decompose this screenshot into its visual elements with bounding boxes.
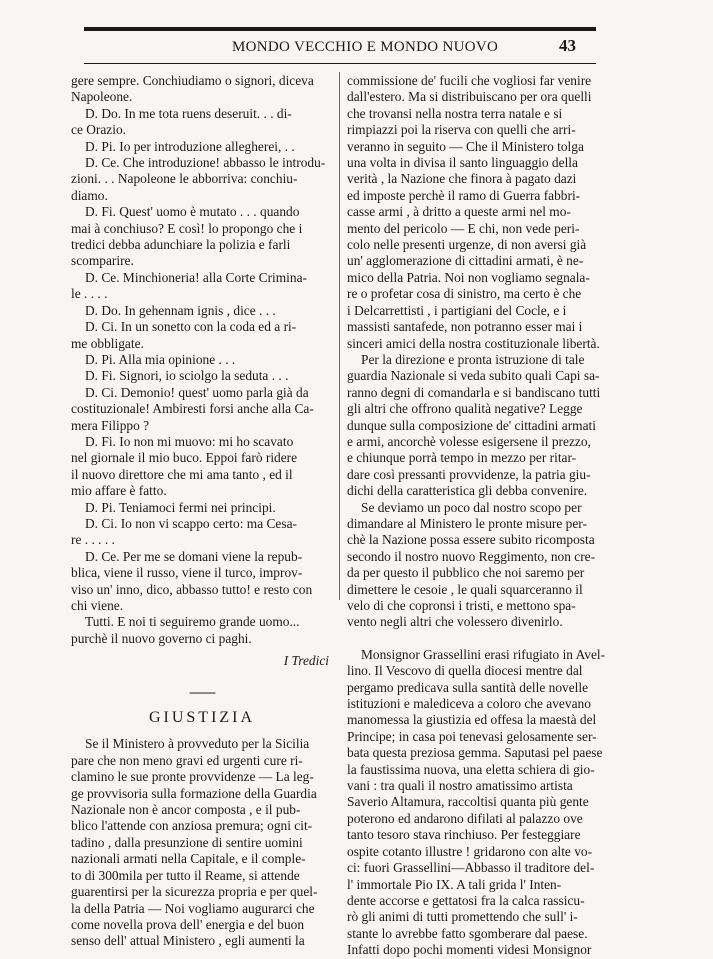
text-line: ge provvisoria sulla formazione della Guardia xyxy=(71,785,317,801)
text-line: Napoleone. xyxy=(71,89,133,105)
dialogue-line: nel giornale il mio buco. Eppoi farò ridere xyxy=(71,450,298,466)
text-line: i Delcarrettisti , i partigiani del Cocle, e i xyxy=(347,302,567,318)
text-line: e chiunque porrà tempo in mezzo per ritar- xyxy=(347,450,577,466)
right-column xyxy=(347,73,609,959)
text-line: gere sempre. Conchiudiamo o signori, diceva xyxy=(71,73,314,88)
left-column xyxy=(71,73,333,950)
dialogue-line: le . . . . xyxy=(71,286,108,302)
text-line: Nazionale non è ancor composta , e il pub- xyxy=(71,802,301,818)
dialogue-line: D. Fi. Signori, io sciolgo la seduta . . . xyxy=(85,368,289,384)
dialogue-line: Tutti. E noi ti seguiremo grande uomo... xyxy=(85,614,300,630)
paragraph-guard xyxy=(347,352,609,500)
text-line: to di 300mila per tutto il Reame, si attende xyxy=(71,867,300,883)
text-line: tadino , dalla presunzione di sentire uomini xyxy=(71,834,303,850)
text-line: dimettere le cesoie , le quali squarceranno il xyxy=(347,581,583,597)
article-justice xyxy=(71,736,333,949)
section-separator: —— xyxy=(189,683,215,699)
dialogue-line: mio affare è fatto. xyxy=(71,483,167,499)
text-line: l' immortale Pio IX. A tali grida l' Inten- xyxy=(347,876,562,892)
text-line: senso dell' attual Ministero , egli aumenti la xyxy=(71,933,305,949)
dialogue-block xyxy=(71,106,333,647)
paragraph-grassellini xyxy=(347,647,609,959)
dialogue-line: zioni. . . Napoleone le abborriva: conchiu- xyxy=(71,171,298,187)
dialogue-line: diamo. xyxy=(71,187,108,203)
text-line: chè la Nazione possa essere subito ricomposta xyxy=(347,532,595,548)
text-line: sinceri amici della nostra costituzionale libertà. xyxy=(347,335,600,351)
dialogue-line: D. Ci. Io non vi scappo certo: ma Cesa- xyxy=(85,515,297,531)
text-line: dunque sulla composizione de' cittadini armati xyxy=(347,417,596,433)
dialogue-line: purchè il nuovo governo ci paghi. xyxy=(71,630,252,646)
dialogue-line: D. Pi. Alla mia opinione . . . xyxy=(85,351,236,367)
page-number: 43 xyxy=(559,36,576,55)
text-line: massisti santafede, non potranno esser mai i xyxy=(347,319,583,335)
paragraph-ministry xyxy=(347,500,609,631)
text-line: istituzioni e malediceva a coloro che avevano xyxy=(347,696,591,712)
dialogue-line: viso un' inno, dico, abbasso tutto! e resto con xyxy=(71,581,313,597)
text-line: commissione de' fucili che vogliosi far venire xyxy=(347,73,592,88)
paragraph-rifles xyxy=(347,73,609,352)
text-line: guarentirsi per la sicurezza propria e per quel- xyxy=(71,884,318,900)
dialogue-line: D. Ce. Per me se domani viene la repub- xyxy=(85,548,303,564)
dialogue-line: mai à conchiuso? E così! lo propongo che i xyxy=(71,220,303,236)
text-line: velo di che copronsi i tristi, e mettono spa- xyxy=(347,598,576,613)
column-divider xyxy=(339,72,340,600)
text-line: ci: fuori Grassellini—Abbasso il traditore del- xyxy=(347,860,595,876)
dialogue-line: D. Ce. Che introduzione! abbasso le introdu- xyxy=(85,155,326,171)
dialogue-line: D. Fi. Quest' uomo è mutato . . . quando xyxy=(85,204,300,220)
text-line: Infatti dopo pochi momenti videsi Monsignor xyxy=(347,942,592,958)
dialogue-line: costituzionale! Ambiresti forsi anche alla Ca- xyxy=(71,401,314,417)
signature: I Tredici xyxy=(283,653,329,669)
text-line: ed imposte perchè il ramo di Guerra fabbri- xyxy=(347,187,581,203)
dialogue-line: re . . . . . xyxy=(71,532,115,548)
text-line: veranno in seguito — Che il Ministero tolga xyxy=(347,138,584,154)
dialogue-line: D. Fi. Io non mi muovo: mi ho scavato xyxy=(85,433,294,449)
text-line: dimandare al Ministero le pronte misure per- xyxy=(347,515,587,531)
dialogue-line: me obbligate. xyxy=(71,335,144,351)
text-line: rimpiazzi poi la riserva con quelli che arri- xyxy=(347,122,576,138)
text-line: dare così pressanti provvidenze, la patria giu- xyxy=(347,466,591,482)
dialogue-line: blica, viene il russo, viene il turco, improv- xyxy=(71,565,303,581)
text-line: mico della Patria. Noi non vogliamo segnala- xyxy=(347,269,590,285)
text-line: dente accorse e gettatosi fra la calca rassicu- xyxy=(347,892,585,908)
dialogue-line: tredici debba adunchiare la polizia e farli xyxy=(71,237,291,253)
text-line: casse armi , à dritto a queste armi nel mo- xyxy=(347,204,571,220)
text-line: Principe; in casa poi tenevasi gelosamente ser- xyxy=(347,728,597,744)
dialogue-line: chi viene. xyxy=(71,598,124,613)
dialogue-line: ce Orazio. xyxy=(71,122,127,138)
text-line: manomessa la giustizia ed offesa la maestà del xyxy=(347,712,597,728)
dialogue-line: D. Pi. Teniamoci fermi nei principi. xyxy=(85,499,276,515)
text-line: colo nelle presenti urgenze, di non aversi già xyxy=(347,237,587,253)
text-line: ospite cotanto illustre ! gridarono con alte vo- xyxy=(347,843,593,859)
dialogue-line: D. Pi. Io per introduzione allegherei, . . xyxy=(85,138,295,154)
text-line: lino. Il Vescovo di quella diocesi mentre dal xyxy=(347,663,583,679)
text-line: nazionali armati nella Capitale, e il comple- xyxy=(71,851,306,867)
text-line: re o profetar cosa di sinistro, ma certo è che xyxy=(347,286,582,302)
text-line: Per la direzione e pronta istruzione di tale xyxy=(361,351,585,367)
text-line: la faustissima nuova, una eletta schiera di gio- xyxy=(347,761,595,777)
text-line: gli altri che offrono qualità negative? Legge xyxy=(347,401,583,417)
dialogue-line: D. Do. In me tota ruens deseruit. . . di- xyxy=(85,105,292,121)
text-line: clamino le sue pronte provvidenze — La leg- xyxy=(71,769,314,785)
text-line: la della Patria — Noi vogliamo augurarci che xyxy=(71,900,315,916)
section-title: GIUSTIZIA xyxy=(148,709,256,727)
text-line: mento del pericolo — E chi, non vede peri- xyxy=(347,220,580,236)
dialogue-line: D. Do. In gehennam ignis , dice . . . xyxy=(85,302,276,318)
header-rule xyxy=(84,63,596,64)
text-line: Se il Ministero à provveduto per la Sicilia xyxy=(85,736,310,752)
text-line: Se deviamo un poco dal nostro scopo per xyxy=(361,499,582,515)
text-line: verità , la Nazione che finora à pagato dazi xyxy=(347,171,577,187)
text-line: da per questo il pubblico che noi saremo per xyxy=(347,565,585,581)
dialogue-line: D. Ci. Demonio! quest' uomo parla già da xyxy=(85,384,309,400)
text-line: dichi della caratteristica gli debba convenire. xyxy=(347,483,588,499)
text-line: vento negli altri che volessero divenirlo. xyxy=(347,614,563,630)
text-line: una volta in divisa il santo linguaggio della xyxy=(347,155,578,171)
dialogue-line: D. Ci. In un sonetto con la coda ed a ri- xyxy=(85,319,297,335)
dialogue-line: il nuovo direttore che mi ama tanto , ed il xyxy=(71,466,293,482)
text-line: guardia Nazionale si veda subito quali Capi sa- xyxy=(347,368,600,384)
text-line: rò gli animi di tutti promettendo che sull' i- xyxy=(347,909,578,925)
text-line: tanto tesoro stava rinchiuso. Per festeggiare xyxy=(347,827,581,843)
text-line: bata questa preziosa gemma. Saputasi pel paese xyxy=(347,745,603,761)
dialogue-line: D. Ce. Minchioneria! alla Corte Crimina- xyxy=(85,269,307,285)
running-title: MONDO VECCHIO E MONDO NUOVO xyxy=(232,39,499,55)
text-line: pergamo predicava sulla santità delle novelle xyxy=(347,679,589,695)
top-rule xyxy=(84,27,596,31)
paragraph-opening xyxy=(71,73,333,106)
text-line: un' agglomerazione di cittadini armati, è ne- xyxy=(347,253,584,269)
text-line: secondo il nostro nuovo Reggimento, non cre- xyxy=(347,548,596,564)
text-line: e armi, ancorchè volesse esigersene il prezzo, xyxy=(347,433,591,449)
text-line: che trovansi nella nostra terra natale e si xyxy=(347,105,563,121)
dialogue-line: mera Filippo ? xyxy=(71,417,150,433)
text-line: poterono ed andarono difilati al palazzo ove xyxy=(347,810,583,826)
text-line: vani : tra quali il nostro amatissimo artista xyxy=(347,778,573,794)
text-line: ranno degni di comandarla e si bandiscano tutti xyxy=(347,384,601,400)
text-line: blico l'attende con anziosa premura; ogni cit- xyxy=(71,818,313,834)
dialogue-line: scomparire. xyxy=(71,253,134,269)
text-line: dall'estero. Ma si distribuiscano per ora quelli xyxy=(347,89,592,105)
text-line: come novella prova dell' energia e del buon xyxy=(71,916,305,932)
text-line: Saverio Altamura, raccoltisi quanta più gente xyxy=(347,794,589,810)
text-line: Monsignor Grassellini erasi rifugiato in Avel- xyxy=(361,646,606,662)
text-line: stante lo avrebbe fatto sgomberare dal paese. xyxy=(347,925,588,941)
text-line: pare che non meno gravi ed urgenti cure ri- xyxy=(71,752,303,768)
